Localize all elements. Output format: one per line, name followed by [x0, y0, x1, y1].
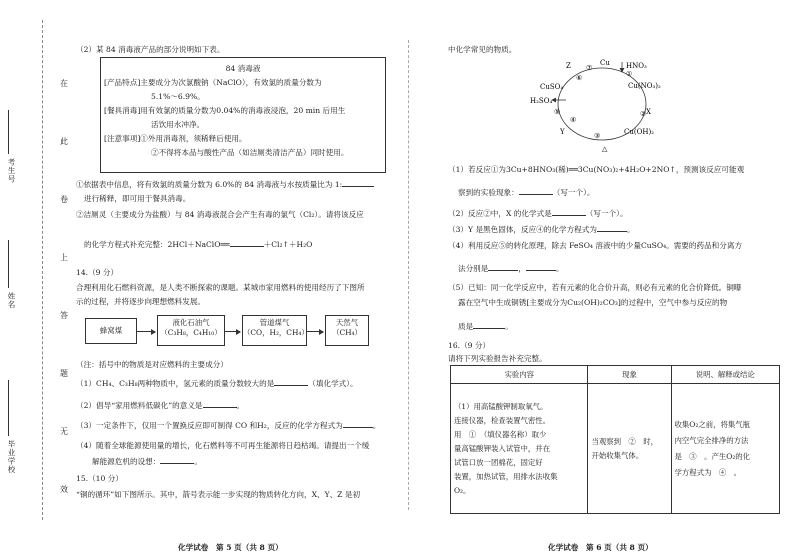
step-7: ⑦ — [586, 64, 593, 72]
label-cu: Cu — [600, 59, 610, 67]
flow-arrow — [307, 331, 323, 332]
page-footer-right: 化学试卷 第 6 页（共 8 页） — [548, 543, 653, 552]
label-cuso4: CuSO₄ — [540, 83, 564, 91]
answer-blank[interactable] — [488, 262, 518, 271]
q13-2-1-line2: 进行稀释，即可用于餐具消毒。 — [84, 194, 191, 203]
table-title: 84 消毒液 — [225, 64, 261, 73]
q15-1-line2: 察到的实验现象： （写一个）。 — [458, 188, 595, 197]
label-x: X — [646, 108, 651, 116]
flow-box-lpg: 液化石油气 （C₃H₈，C₄H₁₀） — [157, 315, 225, 346]
table-line: [注意事项]①外用消毒剂，须稀释后使用。 — [104, 134, 247, 143]
step-2: ② — [640, 110, 647, 118]
table-line: [产品特点]主要成分为次氯酸钠（NaClO），有效氯的质量分数为 — [104, 78, 322, 87]
cell-phenomenon: 当观察到 ② 时， 开始收集气体。 — [588, 384, 671, 514]
field-name: 姓名 — [7, 292, 16, 309]
step-1: ① — [626, 70, 633, 78]
q13-2-2-line1: ②洁厕灵（主要成分为盐酸）与 84 消毒液混合会产生有毒的氯气（Cl₂）。请将该反应 — [76, 210, 364, 219]
label-cuno3: Cu(NO₃)₂ — [628, 82, 661, 90]
label-z: Z — [566, 62, 571, 70]
flow-box-honeycomb-coal: 蜂窝煤 — [85, 318, 137, 344]
table-line: 活饮用水冲净。 — [151, 120, 205, 129]
answer-blank[interactable] — [519, 186, 553, 195]
q14-header: 14.（9 分） — [76, 268, 119, 277]
experiment-report-table — [450, 365, 780, 514]
field-school: 毕业学校 — [7, 440, 16, 474]
answer-blank[interactable] — [597, 223, 627, 232]
flow-box-natural-gas: 天然气 （CH₄） — [325, 315, 369, 346]
label-cuoh2: Cu(OH)₂ — [624, 128, 654, 136]
seal-char: 无 — [60, 427, 68, 436]
label-delta: △ — [602, 145, 608, 153]
q13-2-2-line2: 的化学方程式补充完整：2HCl＋NaClO══ ＋Cl₂↑＋H₂O — [84, 240, 313, 249]
q14-2: （2）倡导“家用燃料低碳化”的意义是 。 — [76, 401, 245, 410]
field-candidate-no: 考生号 — [7, 158, 16, 184]
seal-char: 上 — [60, 253, 68, 262]
q14-4-line2: 解能源危机的设想： 。 — [92, 457, 202, 466]
step-5: ⑤ — [554, 108, 561, 116]
cell-content: （1）用高锰酸钾制取氧气。 连接仪器，检查装置气密性。 用 ① （填仪器名称）取少 量高锰酸钾装入试管中，并在 试管口放一团棉花，固定好 装置，加热试管，用排水法收集 O₂。 — [451, 384, 588, 514]
school-line — [8, 380, 9, 436]
q15-intro-cont: 中化学常见的物质。 — [448, 45, 517, 54]
seal-char: 在 — [60, 79, 68, 88]
page-footer-left: 化学试卷 第 5 页（共 8 页） — [178, 543, 283, 552]
q15-2: （2）反应②中，X 的化学式是 （写一个）。 — [448, 209, 628, 218]
header-content: 实验内容 — [451, 366, 588, 384]
q13-2-intro: （2）某 84 消毒液产品的部分说明如下表。 — [76, 45, 225, 54]
answer-blank[interactable] — [203, 399, 237, 408]
step-4: ④ — [570, 116, 577, 124]
seal-char: 题 — [60, 369, 68, 378]
q15-4-line2: 法分别是 ， 。 — [458, 264, 564, 273]
name-line — [8, 240, 9, 288]
answer-blank[interactable] — [552, 207, 586, 216]
q14-4-line1: （4）随着全球能源使用量的增长，化石燃料等不可再生能源将日趋枯竭。请提出一个缓 — [76, 441, 370, 450]
step-3: ③ — [594, 132, 601, 140]
page-divider — [408, 40, 409, 510]
answer-blank[interactable] — [343, 419, 373, 428]
flow-box-pipe-gas: 管道煤气 （CO，H₂，CH₄） — [242, 315, 307, 346]
label-y: Y — [560, 128, 565, 136]
header-conclusion: 说明、解释或结论 — [671, 366, 779, 384]
flow-arrow — [137, 331, 155, 332]
product-info-table — [100, 57, 386, 173]
answer-blank[interactable] — [342, 178, 374, 187]
q15-1-line1: （1）若反应①为3Cu+8HNO₃(稀)══3Cu(NO₃)₂+4H₂O+2NO↑，预测该反应可能观 — [448, 165, 745, 174]
q16-intro: 请将下列实验报告补充完整。 — [448, 354, 547, 363]
q15-4-line1: （4）利用反应⑤的转化原理，除去 FeSO₄ 溶液中的少量CuSO₄。需要的药品和分离方 — [448, 241, 743, 250]
answer-blank[interactable] — [473, 320, 505, 329]
q15-5-line3: 质是 。 — [458, 322, 513, 331]
cell-conclusion: 收集O₂之前，将集气瓶 内空气完全排净的方法 是 ③ 。产生O₂的化 学方程式为 ④ 。 — [671, 384, 779, 514]
seal-char: 卷 — [60, 195, 68, 204]
seal-char: 答 — [60, 311, 68, 320]
label-h2so4: H₂SO₄ — [530, 97, 553, 105]
q16-header: 16.（9 分） — [448, 341, 491, 350]
answer-blank[interactable] — [160, 455, 194, 464]
answer-blank[interactable] — [230, 238, 264, 247]
q15-5-line2: 露在空气中生成铜锈[主要成分为Cu₂(OH)₂CO₃]的过程中，空气中参与反应的物 — [458, 298, 728, 307]
seal-char: 效 — [60, 485, 68, 494]
table-line: 5.1%～6.9%。 — [151, 92, 205, 101]
candidate-no-line — [8, 110, 9, 154]
q13-2-1-line1: ①依据表中信息，将有效氯的质量分数为 6.0%的 84 消毒液与水按质量比为 1: — [76, 178, 374, 190]
q15-header: 15.（10 分） — [76, 474, 123, 483]
flow-arrow — [225, 331, 240, 332]
q15-3: （3）Y 是黑色固体，反应④的化学方程式为 。 — [448, 225, 635, 234]
table-line: ②不得将本品与酸性产品（如洁厕类清洁产品）同时使用。 — [151, 148, 349, 157]
q14-3: （3）一定条件下，仅用一个置换反应即可制得 CO 和H₂，反应的化学方程式为 。 — [76, 421, 381, 430]
copper-cycle-diagram — [530, 56, 670, 156]
table-line: [餐具消毒]用有效氯的质量分数为0.04%的消毒液浸泡，20 min 后用生 — [104, 106, 346, 115]
header-phenomenon: 现象 — [588, 366, 671, 384]
binding-line — [42, 20, 43, 520]
q15-intro: “铜的循环”如下图所示。其中，箭号表示能一步实现的物质转化方向，X、Y、Z 是初 — [76, 490, 361, 499]
seal-char: 此 — [60, 137, 68, 146]
label-hno3: HNO₃ — [626, 62, 647, 70]
answer-blank[interactable] — [274, 377, 308, 386]
step-6: ⑥ — [576, 74, 583, 82]
q14-intro-1: 合理利用化石燃料资源，是人类不断探索的课题。某城市家用燃料的使用经历了下图所 — [76, 283, 365, 292]
q14-intro-2: 示的过程，并将逐步向理想燃料发展。 — [76, 297, 206, 306]
q14-1: （1）CH₄、C₃H₈两种物质中，氢元素的质量分数较大的是 （填化学式）。 — [76, 379, 358, 388]
answer-blank[interactable] — [526, 262, 556, 271]
q15-5-line1: （5）已知：同一化学反应中，若有元素的化合价升高，则必有元素的化合价降低。铜曝 — [448, 283, 742, 292]
q14-note: （注：括号中的物质是对应燃料的主要成分） — [76, 360, 228, 369]
